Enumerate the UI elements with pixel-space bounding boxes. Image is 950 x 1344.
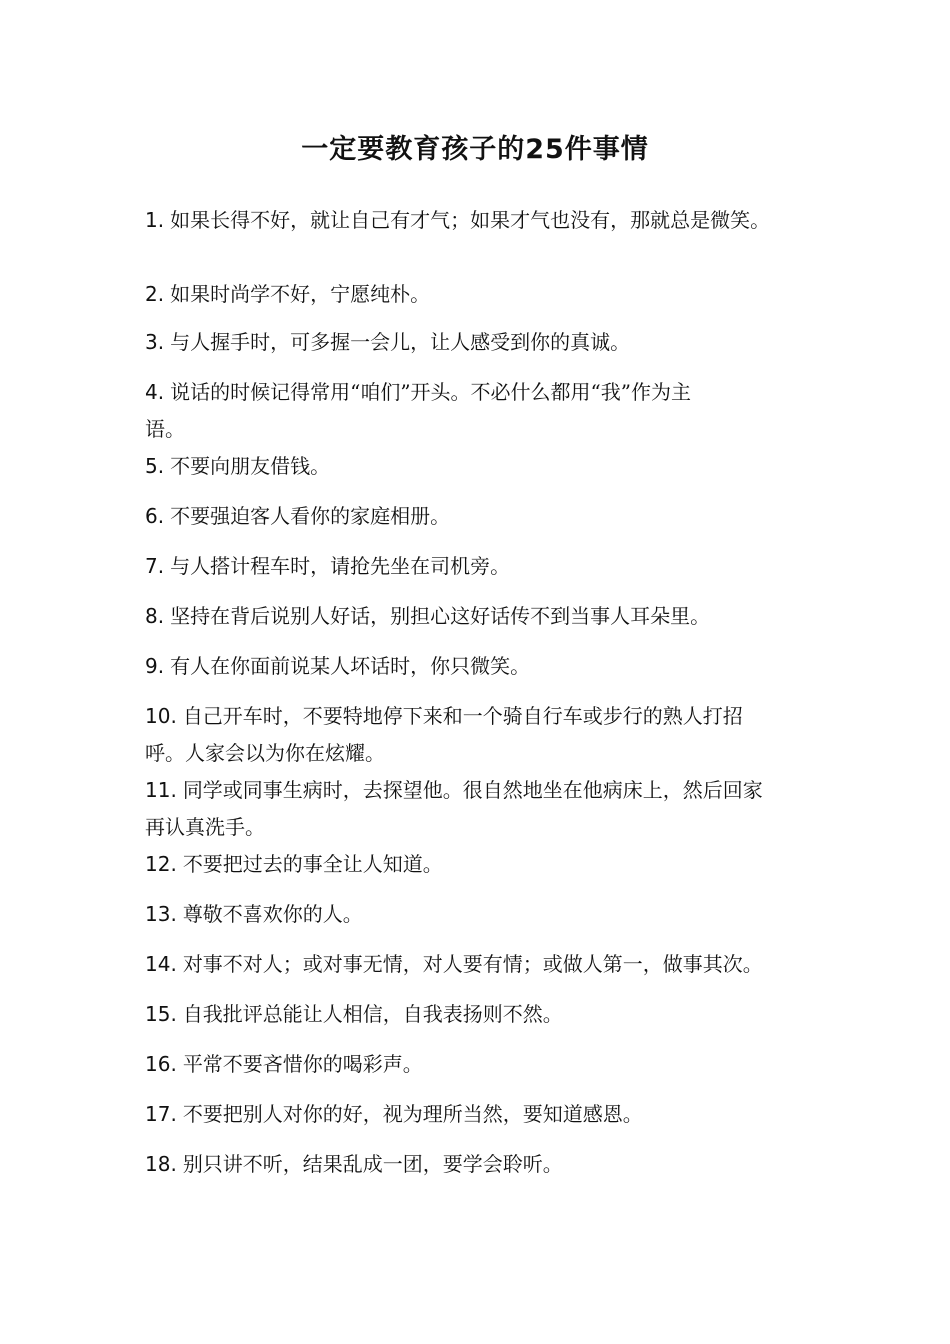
list-item: [145, 1146, 810, 1183]
list-item: [145, 498, 810, 535]
item-text: 不要把过去的事全让人知道。: [182, 852, 443, 876]
item-number: 6.: [145, 504, 165, 528]
item-text: 说话的时候记得常用“咱们”开头。不必什么都用“我”作为主: [170, 380, 691, 404]
list-item: [145, 648, 810, 685]
page-title: 一定要教育孩子的25件事情: [301, 134, 649, 165]
item-text: 如果长得不好，就让自己有才气；如果才气也没有，那就总是微笑。: [170, 208, 771, 232]
list-item: [145, 1096, 810, 1133]
list-item: [145, 896, 810, 933]
item-number: 4.: [145, 380, 165, 404]
list-item: [145, 448, 810, 485]
item-number: 16.: [145, 1052, 177, 1076]
item-number: 5.: [145, 454, 165, 478]
item-number: 15.: [145, 1002, 177, 1026]
item-number: 14.: [145, 952, 177, 976]
list-item: [145, 846, 810, 883]
item-number: 17.: [145, 1102, 177, 1126]
list-item: [145, 946, 810, 983]
list-item: [145, 374, 810, 448]
list-item: [145, 324, 810, 361]
item-text: 与人搭计程车时，请抢先坐在司机旁。: [170, 554, 511, 578]
list-item: [145, 202, 810, 239]
item-text: 同学或同事生病时，去探望他。很自然地坐在他病床上，然后回家: [182, 778, 763, 802]
item-text: 自我批评总能让人相信，自我表扬则不然。: [182, 1002, 563, 1026]
item-text: 尊敬不喜欢你的人。: [182, 902, 363, 926]
item-number: 7.: [145, 554, 165, 578]
list-item: [145, 276, 810, 313]
item-number: 12.: [145, 852, 177, 876]
item-text: 如果时尚学不好，宁愿纯朴。: [170, 282, 431, 306]
item-text: 不要强迫客人看你的家庭相册。: [170, 504, 451, 528]
item-text: 自己开车时，不要特地停下来和一个骑自行车或步行的熟人打招: [182, 704, 743, 728]
item-text: 不要向朋友借钱。: [170, 454, 331, 478]
item-text: 别只讲不听，结果乱成一团，要学会聆听。: [182, 1152, 563, 1176]
item-number: 13.: [145, 902, 177, 926]
item-number: 9.: [145, 654, 165, 678]
list-item: [145, 698, 810, 772]
item-number: 8.: [145, 604, 165, 628]
item-number: 3.: [145, 330, 165, 354]
item-text-continued: 再认真洗手。: [145, 815, 265, 839]
item-text: 对事不对人；或对事无情，对人要有情；或做人第一，做事其次。: [182, 952, 763, 976]
item-text: 平常不要吝惜你的喝彩声。: [182, 1052, 423, 1076]
item-number: 10.: [145, 704, 177, 728]
list-item: [145, 996, 810, 1033]
item-text-continued: 呼。人家会以为你在炫耀。: [145, 741, 385, 765]
item-text: 坚持在背后说别人好话，别担心这好话传不到当事人耳朵里。: [170, 604, 711, 628]
list-item: [145, 598, 810, 635]
item-text: 与人握手时，可多握一会儿，让人感受到你的真诚。: [170, 330, 631, 354]
item-number: 2.: [145, 282, 165, 306]
list-item: [145, 1046, 810, 1083]
list-item: [145, 772, 810, 846]
item-text: 不要把别人对你的好，视为理所当然，要知道感恩。: [182, 1102, 643, 1126]
item-text: 有人在你面前说某人坏话时，你只微笑。: [170, 654, 531, 678]
item-number: 1.: [145, 208, 165, 232]
item-number: 18.: [145, 1152, 177, 1176]
list-item: [145, 548, 810, 585]
item-number: 11.: [145, 778, 177, 802]
item-text-continued: 语。: [145, 417, 185, 441]
